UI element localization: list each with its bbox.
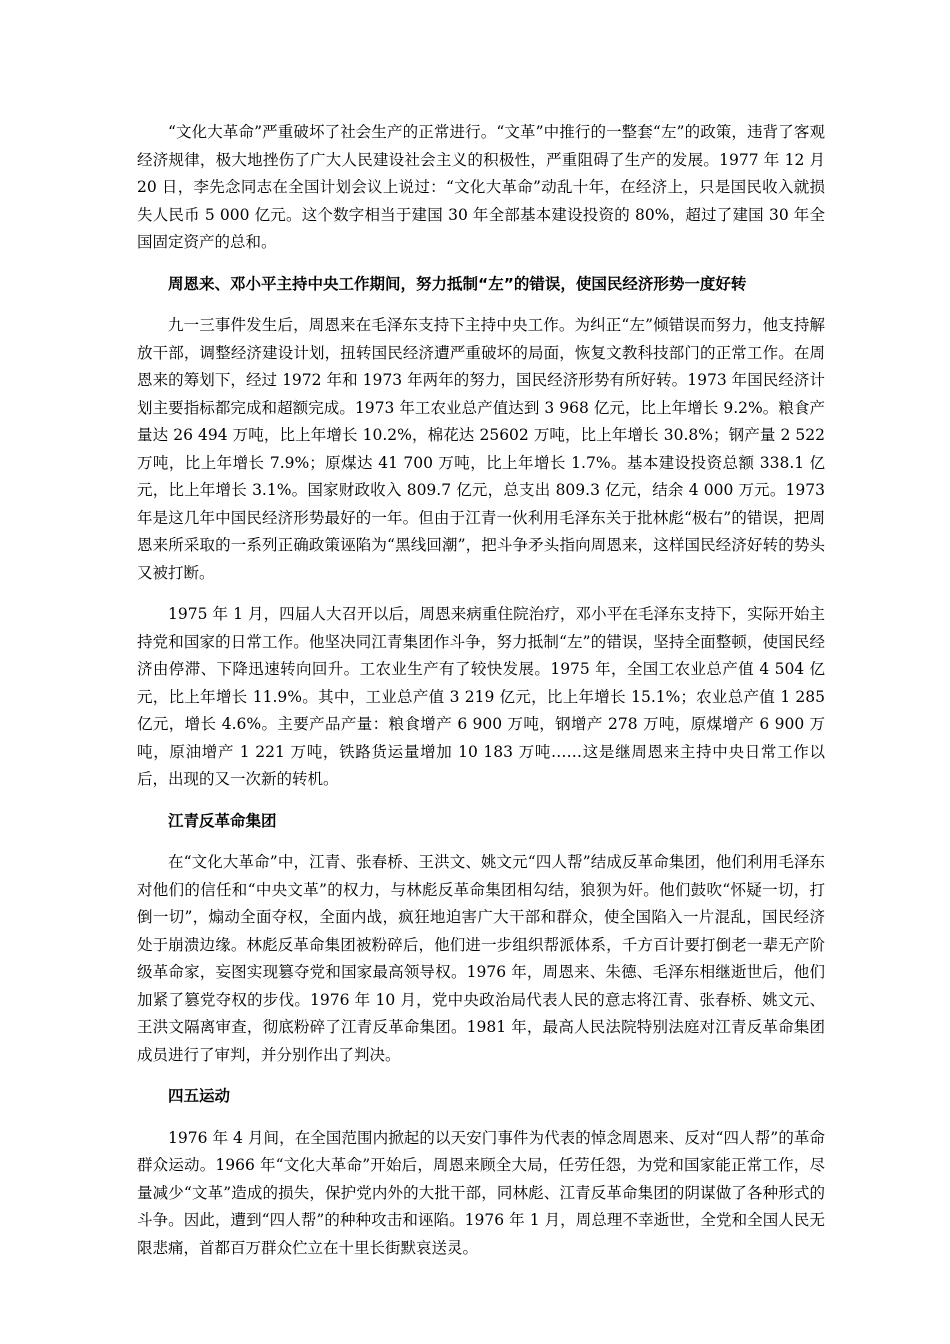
paragraph-april-fifth-movement: 1976 年 4 月间，在全国范围内掀起的以天安门事件为代表的悼念周恩来、反对“四人帮”的革命群众运动。1966 年“文化大革命”开始后，周恩来顾全大局，任劳任怨，为党和国家能正常工作，尽量减少“文革”造成的损失，保护党内外的大批干部，同林彪、江青反革命集团的阴谋做了各种形式的斗争。因此，遭到“四人帮”的种种攻击和诬陷。1976 年 1 月，周总理不幸逝世，全党和全国人民无限悲痛，首都百万群众伫立在十里长街默哀送灵。: [137, 1128, 825, 1257]
section-heading-zhou-deng: 周恩来、邓小平主持中央工作期间，努力抵制“左”的错误，使国民经济形势一度好转: [168, 274, 747, 293]
document-body: [137, 119, 825, 1276]
paragraph-zhou-enlai-work: 九一三事件发生后，周恩来在毛泽东支持下主持中央工作。为纠正“左”倾错误而努力，他支持解放干部，调整经济建设计划，扭转国民经济遭严重破坏的局面，恢复文教科技部门的正常工作。在周恩来的筹划下，经过 1972 年和 1973 年两年的努力，国民经济形势有所好转。1973 年国民经济计划主要指标都完成和超额完成。1973 年工农业总产值达到 3 968 亿元，比上年增长 9.2%。粮食产量达 26 494 万吨，比上年增长 10.2%，棉花达 25602 万吨，比上年增长 30.8%；钢产量 2 522 万吨，比上年增长 7.9%；原煤达 41 700 万吨，比上年增长 1.7%。基本建设投资总额 338.1 亿元，比上年增长 3.1%。国家财政收入 809.7 亿元，总支出 809.3 亿元，结余 4 000 万元。1973 年是这几年中国民经济形势最好的一年。但由于江青一伙利用毛泽东关于批林彪“极右”的错误，把周恩来所采取的一系列正确政策诬陷为“黑线回潮”，把斗争矛头指向周恩来，这样国民经济好转的势头又被打断。: [137, 316, 825, 582]
paragraph-gang-of-four: 在“文化大革命”中，江青、张春桥、王洪文、姚文元“四人帮”结成反革命集团，他们利用毛泽东对他们的信任和“中央文革”的权力，与林彪反革命集团相勾结，狼狈为奸。他们鼓吹“怀疑一切，打倒一切”，煽动全面夺权，全面内战，疯狂地迫害广大干部和群众，使全国陷入一片混乱，国民经济处于崩溃边缘。林彪反革命集团被粉碎后，他们进一步组织帮派体系，千方百计要打倒老一辈无产阶级革命家，妄图实现篡夺党和国家最高领导权。1976 年，周恩来、朱德、毛泽东相继逝世后，他们加紧了篡党夺权的步伐。1976 年 10 月，党中央政治局代表人民的意志将江青、张春桥、姚文元、王洪文隔离审查，彻底粉碎了江青反革命集团。1981 年，最高人民法院特别法庭对江青反革命集团成员进行了审判，并分别作出了判决。: [137, 853, 825, 1064]
section-heading-jiang-qing-group: 江青反革命集团: [168, 811, 277, 830]
paragraph-economic-damage: “文化大革命”严重破坏了社会生产的正常进行。“文革”中推行的一整套“左”的政策，违背了客观经济规律，极大地挫伤了广大人民建设社会主义的积极性，严重阻碍了生产的发展。1977 年 12 月 20 日，李先念同志在全国计划会议上说过：“文化大革命”动乱十年，在经济上，只是国民收入就损失人民币 5 000 亿元。这个数字相当于建国 30 年全部基本建设投资的 80%，超过了建国 30 年全国固定资产的总和。: [137, 123, 825, 251]
paragraph-deng-xiaoping-1975: 1975 年 1 月，四届人大召开以后，周恩来病重住院治疗，邓小平在毛泽东支持下，实际开始主持党和国家的日常工作。他坚决同江青集团作斗争，努力抵制“左”的错误，坚持全面整顿，使国民经济由停滞、下降迅速转向回升。工农业生产有了较快发展。1975 年，全国工农业总产值 4 504 亿元，比上年增长 11.9%。其中，工业总产值 3 219 亿元，比上年增长 15.1%；农业总产值 1 285 亿元，增长 4.6%。主要产品产量：粮食增产 6 900 万吨，钢增产 278 万吨，原煤增产 6 900 万吨，原油增产 1 221 万吨，铁路货运量增加 10 183 万吨……这是继周恩来主持中央日常工作以后，出现的又一次新的转机。: [137, 605, 825, 788]
section-heading-april-fifth: 四五运动: [168, 1087, 231, 1105]
